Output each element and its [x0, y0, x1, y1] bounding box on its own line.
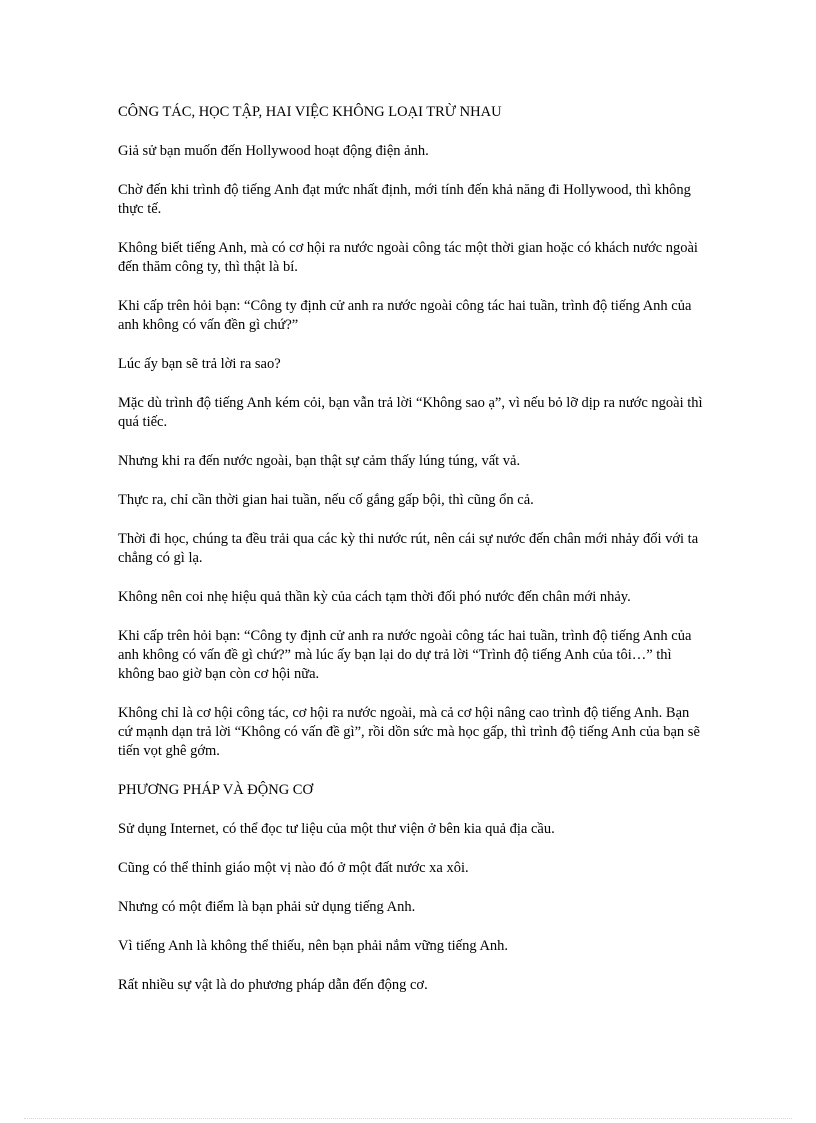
paragraph: Lúc ấy bạn sẽ trả lời ra sao? — [118, 356, 281, 372]
paragraph: Không biết tiếng Anh, mà có cơ hội ra nước ngoài công tác một thời gian hoặc có khách nước ngoài đến thăm công ty, thì thật là bí. — [118, 240, 698, 275]
paragraph: Chờ đến khi trình độ tiếng Anh đạt mức nhất định, mới tính đến khả năng đi Hollywood, thì không thực tế. — [118, 182, 691, 217]
paragraph: Sử dụng Internet, có thể đọc tư liệu của một thư viện ở bên kia quả địa cầu. — [118, 821, 555, 837]
paragraph: Thực ra, chỉ cần thời gian hai tuần, nếu cố gắng gấp bội, thì cũng ổn cả. — [118, 492, 534, 508]
paragraph: Khi cấp trên hỏi bạn: “Công ty định cử anh ra nước ngoài công tác hai tuần, trình độ tiếng Anh của anh không có vấn đền gì chứ?” — [118, 298, 692, 333]
paragraph: Không nên coi nhẹ hiệu quả thần kỳ của cách tạm thời đối phó nước đến chân mới nhảy. — [118, 589, 631, 605]
page-bottom-divider — [24, 1118, 792, 1119]
document-body — [118, 103, 703, 1015]
paragraph: Cũng có thể thỉnh giáo một vị nào đó ở một đất nước xa xôi. — [118, 860, 469, 876]
paragraph: Nhưng có một điểm là bạn phải sử dụng tiếng Anh. — [118, 899, 416, 915]
paragraph: Khi cấp trên hỏi bạn: “Công ty định cử anh ra nước ngoài công tác hai tuần, trình độ tiếng Anh của anh không có vấn đề gì chứ?” mà lúc ấy bạn lại do dự trả lời “Trình độ tiếng Anh của tôi…” thì không bao giờ bạn còn cơ hội nữa. — [118, 628, 692, 682]
section-heading-work-study: CÔNG TÁC, HỌC TẬP, HAI VIỆC KHÔNG LOẠI TRỪ NHAU — [118, 104, 502, 120]
paragraph: Nhưng khi ra đến nước ngoài, bạn thật sự cảm thấy lúng túng, vất vả. — [118, 453, 521, 469]
section-heading-method-motivation: PHƯƠNG PHÁP VÀ ĐỘNG CƠ — [118, 782, 313, 798]
paragraph: Giả sử bạn muốn đến Hollywood hoạt động điện ảnh. — [118, 143, 429, 159]
paragraph: Thời đi học, chúng ta đều trải qua các kỳ thi nước rút, nên cái sự nước đến chân mới nhảy đối với ta chẳng có gì lạ. — [118, 531, 699, 566]
paragraph: Mặc dù trình độ tiếng Anh kém cỏi, bạn vẫn trả lời “Không sao ạ”, vì nếu bỏ lỡ dịp ra nước ngoài thì quá tiếc. — [118, 395, 703, 430]
paragraph: Rất nhiều sự vật là do phương pháp dẫn đến động cơ. — [118, 977, 428, 993]
paragraph: Vì tiếng Anh là không thể thiếu, nên bạn phải nắm vững tiếng Anh. — [118, 938, 509, 954]
paragraph: Không chỉ là cơ hội công tác, cơ hội ra nước ngoài, mà cả cơ hội nâng cao trình độ tiếng Anh. Bạn cứ mạnh dạn trả lời “Không có vấn đề gì”, rồi dồn sức mà học gấp, thì trình độ tiếng Anh của bạn sẽ tiến vọt ghê gớm. — [118, 705, 700, 759]
